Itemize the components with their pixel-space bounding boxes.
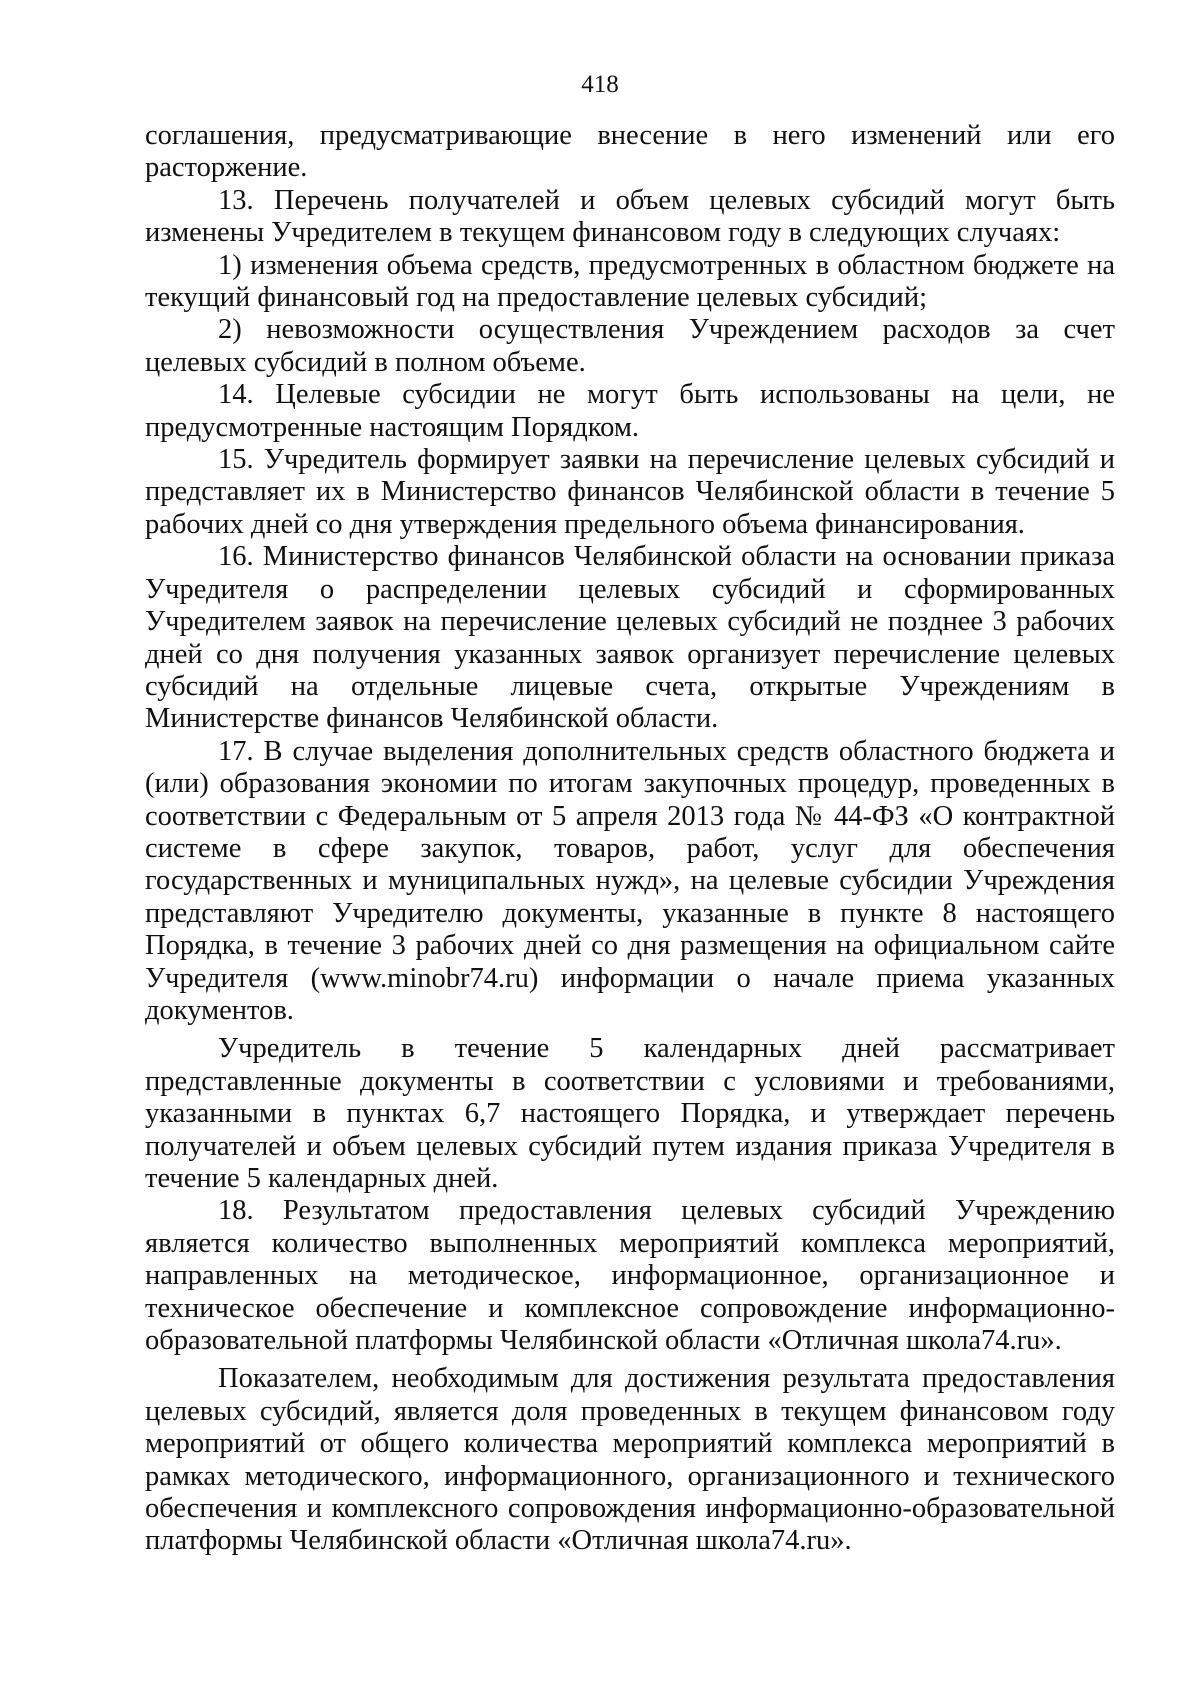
paragraph-item-14: 14. Целевые субсидии не могут быть использованы на цели, не предусмотренные настоящим Порядком.: [145, 379, 1115, 443]
paragraph-subitem-1: 1) изменения объема средств, предусмотренных в областном бюджете на текущий финансовый год на предоставление целевых субсидий;: [145, 249, 1115, 314]
paragraph-subitem-2: 2) невозможности осуществления Учреждением расходов за счет целевых субсидий в полном объеме.: [145, 314, 1115, 378]
page-number: 418: [581, 71, 619, 98]
paragraph-item-18: 18. Результатом предоставления целевых субсидий Учреждению является количество выполненных мероприятий комплекса мероприятий, направленных на методическое, информационное, организационное и техническое обеспечение и комплексное сопровождение информационно-образовательной платформы Челябинской области «Отличная школа74.ru».: [145, 1195, 1115, 1357]
paragraph-item-16: 16. Министерство финансов Челябинской области на основании приказа Учредителя о распределении целевых субсидий и сформированных Учредителем заявок на перечисление целевых субсидий не позднее 3 рабочих дней со дня получения указанных заявок организует перечисление целевых субсидий на отдельные лицевые счета, открытые Учреждениям в Министерстве финансов Челябинской области.: [145, 541, 1115, 735]
paragraph-item-17: 17. В случае выделения дополнительных средств областного бюджета и (или) образования экономии по итогам закупочных процедур, проведенных в соответствии с Федеральным от 5 апреля 2013 года № 44-ФЗ «О контрактной системе в сфере закупок, товаров, работ, услуг для обеспечения государственных и муниципальных нужд», на целевые субсидии Учреждения представляют Учредителю документы, указанные в пункте 8 настоящего Порядка, в течение 3 рабочих дней со дня размещения на официальном сайте Учредителя (www.minobr74.ru) информации о начале приема указанных документов.: [145, 735, 1115, 1026]
paragraph-item-13: 13. Перечень получателей и объем целевых субсидий могут быть изменены Учредителем в текущем финансовом году в следующих случаях:: [145, 184, 1115, 249]
paragraph-item-15: 15. Учредитель формирует заявки на перечисление целевых субсидий и представляет их в Министерство финансов Челябинской области в течение 5 рабочих дней со дня утверждения предельного объема финансирования.: [145, 444, 1115, 540]
paragraph-continuation: соглашения, предусматривающие внесение в него изменений или его расторжение.: [145, 120, 1115, 184]
paragraph-item-17-continued: Учредитель в течение 5 календарных дней рассматривает представленные документы в соответствии с условиями и требованиями, указанными в пунктах 6,7 настоящего Порядка, и утверждает перечень получателей и объем целевых субсидий путем издания приказа Учредителя в течение 5 календарных дней.: [145, 1033, 1115, 1194]
document-body: [145, 120, 1115, 1558]
paragraph-indicator: Показателем, необходимым для достижения результата предоставления целевых субсидий, является доля проведенных в текущем финансовом году мероприятий от общего количества мероприятий комплекса мероприятий в рамках методического, информационного, организационного и технического обеспечения и комплексного сопровождения информационно-образовательной платформы Челябинской области «Отличная школа74.ru».: [145, 1363, 1115, 1557]
